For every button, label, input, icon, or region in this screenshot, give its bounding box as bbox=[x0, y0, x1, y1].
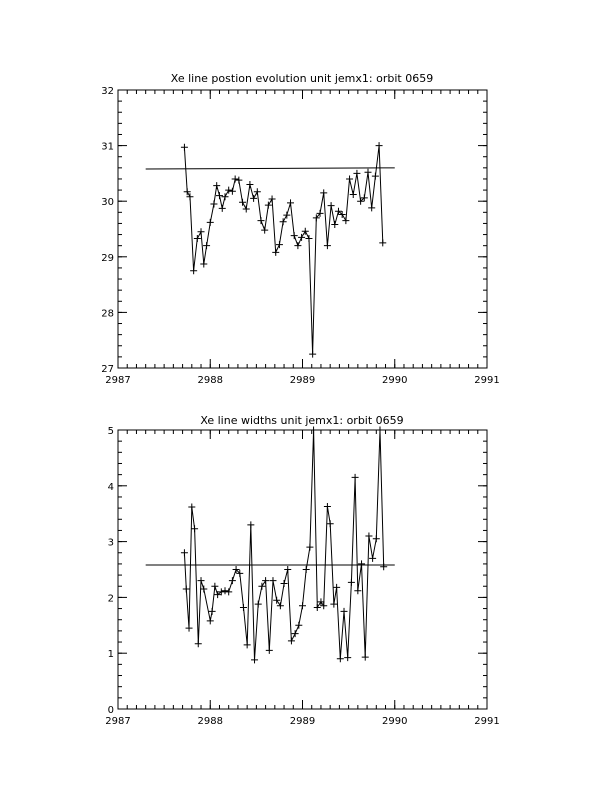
y-tick-label: 0 bbox=[107, 705, 114, 716]
data-point-marker bbox=[222, 193, 229, 200]
x-tick-label: 2988 bbox=[197, 375, 223, 386]
data-point-marker bbox=[276, 241, 283, 248]
x-tick-label: 2991 bbox=[474, 375, 500, 386]
data-point-marker bbox=[254, 188, 261, 195]
data-point-marker bbox=[358, 560, 365, 567]
data-point-marker bbox=[284, 566, 291, 573]
data-point-marker bbox=[235, 177, 242, 184]
data-point-marker bbox=[376, 142, 383, 149]
y-tick-label: 32 bbox=[101, 86, 114, 97]
y-tick-label: 5 bbox=[107, 426, 114, 437]
data-point-marker bbox=[310, 427, 317, 434]
data-point-marker bbox=[195, 640, 202, 647]
data-point-marker bbox=[211, 583, 218, 590]
data-point-marker bbox=[269, 577, 276, 584]
data-point-marker bbox=[251, 656, 258, 663]
y-tick-label: 30 bbox=[101, 197, 114, 209]
data-point-marker bbox=[247, 521, 254, 528]
data-point-marker bbox=[328, 202, 335, 209]
data-point-marker bbox=[341, 608, 348, 615]
data-point-marker bbox=[368, 204, 375, 211]
x-tick-label: 2987 bbox=[105, 716, 131, 727]
data-point-marker bbox=[244, 641, 251, 648]
data-point-marker bbox=[209, 608, 216, 615]
data-point-marker bbox=[295, 622, 302, 629]
data-point-marker bbox=[380, 563, 387, 570]
x-tick-label: 2987 bbox=[105, 375, 131, 386]
data-point-marker bbox=[280, 218, 287, 225]
data-point-marker bbox=[207, 617, 214, 624]
y-tick-label: 27 bbox=[101, 364, 114, 375]
y-tick-label: 29 bbox=[101, 252, 114, 264]
plot-frame bbox=[118, 90, 487, 368]
data-point-marker bbox=[281, 580, 288, 587]
data-point-marker bbox=[207, 219, 214, 226]
data-point-marker bbox=[186, 625, 193, 632]
data-point-marker bbox=[309, 351, 316, 358]
data-point-marker bbox=[287, 199, 294, 206]
line-widths-plot bbox=[105, 414, 499, 727]
y-tick-label: 1 bbox=[107, 649, 114, 661]
data-point-marker bbox=[353, 170, 360, 177]
data-point-marker bbox=[183, 586, 190, 593]
data-point-marker bbox=[181, 144, 188, 151]
data-point-marker bbox=[352, 474, 359, 481]
data-point-marker bbox=[327, 520, 334, 527]
data-point-marker bbox=[219, 205, 226, 212]
data-point-marker bbox=[265, 202, 272, 209]
data-point-marker bbox=[229, 577, 236, 584]
data-point-marker bbox=[258, 583, 265, 590]
x-tick-label: 2990 bbox=[382, 716, 408, 727]
x-tick-label: 2990 bbox=[382, 375, 408, 386]
x-tick-label: 2991 bbox=[474, 716, 500, 727]
data-point-marker bbox=[305, 235, 312, 242]
y-tick-label: 2 bbox=[107, 593, 114, 605]
data-point-marker bbox=[222, 587, 229, 594]
data-point-marker bbox=[298, 234, 305, 241]
data-point-marker bbox=[324, 503, 331, 510]
data-point-marker bbox=[262, 577, 269, 584]
data-point-marker bbox=[302, 228, 309, 235]
data-point-marker bbox=[372, 173, 379, 180]
data-point-marker bbox=[346, 175, 353, 182]
data-point-marker bbox=[292, 630, 299, 637]
x-tick-label: 2989 bbox=[289, 716, 316, 727]
data-point-marker bbox=[213, 182, 220, 189]
y-tick-label: 31 bbox=[101, 141, 114, 153]
y-tick-label: 4 bbox=[107, 481, 114, 493]
data-point-marker bbox=[200, 261, 207, 268]
data-point-marker bbox=[255, 601, 262, 608]
data-point-marker bbox=[190, 267, 197, 274]
series-line bbox=[184, 430, 383, 660]
data-point-marker bbox=[246, 181, 253, 188]
data-point-marker bbox=[198, 228, 205, 235]
data-point-marker bbox=[283, 212, 290, 219]
data-point-marker bbox=[320, 189, 327, 196]
data-point-marker bbox=[273, 597, 280, 604]
x-tick-label: 2989 bbox=[289, 375, 316, 386]
data-point-marker bbox=[364, 169, 371, 176]
data-point-marker bbox=[200, 586, 207, 593]
plot-title: Xe line postion evolution unit jemx1: orbit 0659 bbox=[170, 72, 434, 85]
data-point-marker bbox=[365, 533, 372, 540]
data-point-marker bbox=[225, 187, 232, 194]
data-point-marker bbox=[331, 221, 338, 228]
data-point-marker bbox=[294, 242, 301, 249]
series-line bbox=[184, 146, 382, 355]
data-point-marker bbox=[188, 504, 195, 511]
data-point-marker bbox=[240, 604, 247, 611]
y-tick-label: 3 bbox=[107, 537, 114, 549]
data-point-marker bbox=[373, 535, 380, 542]
data-point-marker bbox=[272, 249, 279, 256]
data-point-marker bbox=[261, 227, 268, 234]
data-point-marker bbox=[354, 587, 361, 594]
data-point-marker bbox=[306, 544, 313, 551]
data-point-marker bbox=[239, 199, 246, 206]
data-point-marker bbox=[198, 577, 205, 584]
data-point-marker bbox=[314, 604, 321, 611]
data-point-marker bbox=[376, 427, 383, 434]
data-point-marker bbox=[250, 195, 257, 202]
plot-frame bbox=[118, 430, 487, 709]
data-point-marker bbox=[348, 579, 355, 586]
plot-title: Xe line widths unit jemx1: orbit 0659 bbox=[200, 414, 404, 427]
data-point-marker bbox=[243, 205, 250, 212]
data-point-marker bbox=[303, 566, 310, 573]
data-point-marker bbox=[232, 175, 239, 182]
data-point-marker bbox=[288, 637, 295, 644]
data-point-marker bbox=[299, 602, 306, 609]
data-point-marker bbox=[369, 555, 376, 562]
data-point-marker bbox=[350, 191, 357, 198]
data-point-marker bbox=[291, 232, 298, 239]
data-point-marker bbox=[330, 601, 337, 608]
data-point-marker bbox=[257, 217, 264, 224]
data-point-marker bbox=[344, 654, 351, 661]
data-point-marker bbox=[229, 188, 236, 195]
data-point-marker bbox=[324, 242, 331, 249]
position-evolution-plot bbox=[101, 72, 499, 386]
data-point-marker bbox=[210, 200, 217, 207]
data-point-marker bbox=[269, 195, 276, 202]
data-point-marker bbox=[333, 584, 340, 591]
data-point-marker bbox=[203, 242, 210, 249]
data-point-marker bbox=[216, 192, 223, 199]
reference-line bbox=[146, 168, 395, 169]
data-point-marker bbox=[266, 647, 273, 654]
data-point-marker bbox=[362, 654, 369, 661]
data-point-marker bbox=[342, 217, 349, 224]
data-point-marker bbox=[194, 235, 201, 242]
data-point-marker bbox=[277, 602, 284, 609]
data-point-marker bbox=[379, 239, 386, 246]
data-point-marker bbox=[181, 549, 188, 556]
x-tick-label: 2988 bbox=[197, 716, 223, 727]
y-tick-label: 28 bbox=[101, 308, 114, 320]
data-point-marker bbox=[191, 525, 198, 532]
data-point-marker bbox=[337, 655, 344, 662]
data-point-marker bbox=[225, 588, 232, 595]
